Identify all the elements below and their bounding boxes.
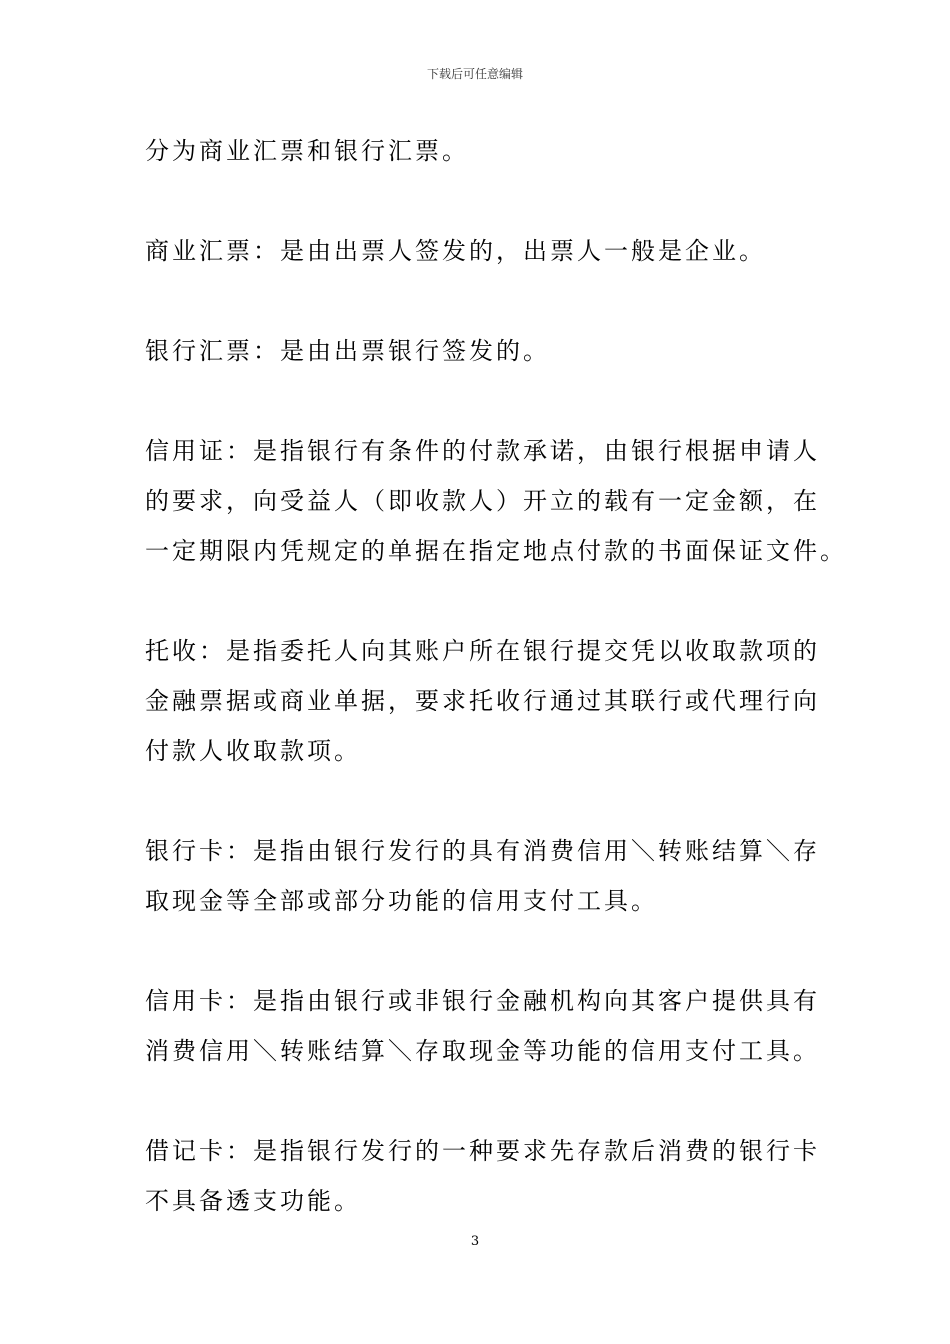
paragraph-line: 付款人收取款项。 — [145, 737, 361, 765]
paragraph-7 — [145, 976, 820, 1076]
document-body — [145, 126, 847, 1276]
paragraph-6 — [145, 826, 820, 926]
paragraph-line: 分为商业汇票和银行汇票。 — [145, 137, 469, 165]
paragraph-line: 一定期限内凭规定的单据在指定地点付款的书面保证文件。 — [145, 537, 847, 565]
paragraph-line: 银行卡：是指由银行发行的具有消费信用＼转账结算＼存 — [145, 837, 820, 865]
paragraph-1 — [145, 126, 810, 176]
paragraph-line: 取现金等全部或部分功能的信用支付工具。 — [145, 887, 658, 915]
paragraph-line: 不具备透支功能。 — [145, 1187, 361, 1215]
paragraph-5 — [145, 626, 820, 776]
paragraph-line: 信用卡：是指由银行或非银行金融机构向其客户提供具有 — [145, 987, 820, 1015]
page-number: 3 — [470, 1234, 480, 1249]
paragraph-line: 托收：是指委托人向其账户所在银行提交凭以收取款项的 — [145, 637, 820, 665]
paragraph-line: 信用证：是指银行有条件的付款承诺，由银行根据申请人 — [145, 437, 820, 465]
paragraph-line: 银行汇票：是由出票银行签发的。 — [145, 337, 550, 365]
paragraph-line: 借记卡：是指银行发行的一种要求先存款后消费的银行卡 — [145, 1137, 820, 1165]
paragraph-4 — [145, 426, 847, 576]
paragraph-line: 商业汇票：是由出票人签发的，出票人一般是企业。 — [145, 237, 766, 265]
paragraph-8 — [145, 1126, 820, 1226]
paragraph-line: 消费信用＼转账结算＼存取现金等功能的信用支付工具。 — [145, 1037, 820, 1065]
paragraph-3 — [145, 326, 810, 376]
page-header: 下载后可任意编辑 — [426, 67, 523, 81]
paragraph-line: 金融票据或商业单据，要求托收行通过其联行或代理行向 — [145, 687, 820, 715]
paragraph-2 — [145, 226, 810, 276]
paragraph-line: 的要求，向受益人（即收款人）开立的载有一定金额，在 — [145, 487, 820, 515]
